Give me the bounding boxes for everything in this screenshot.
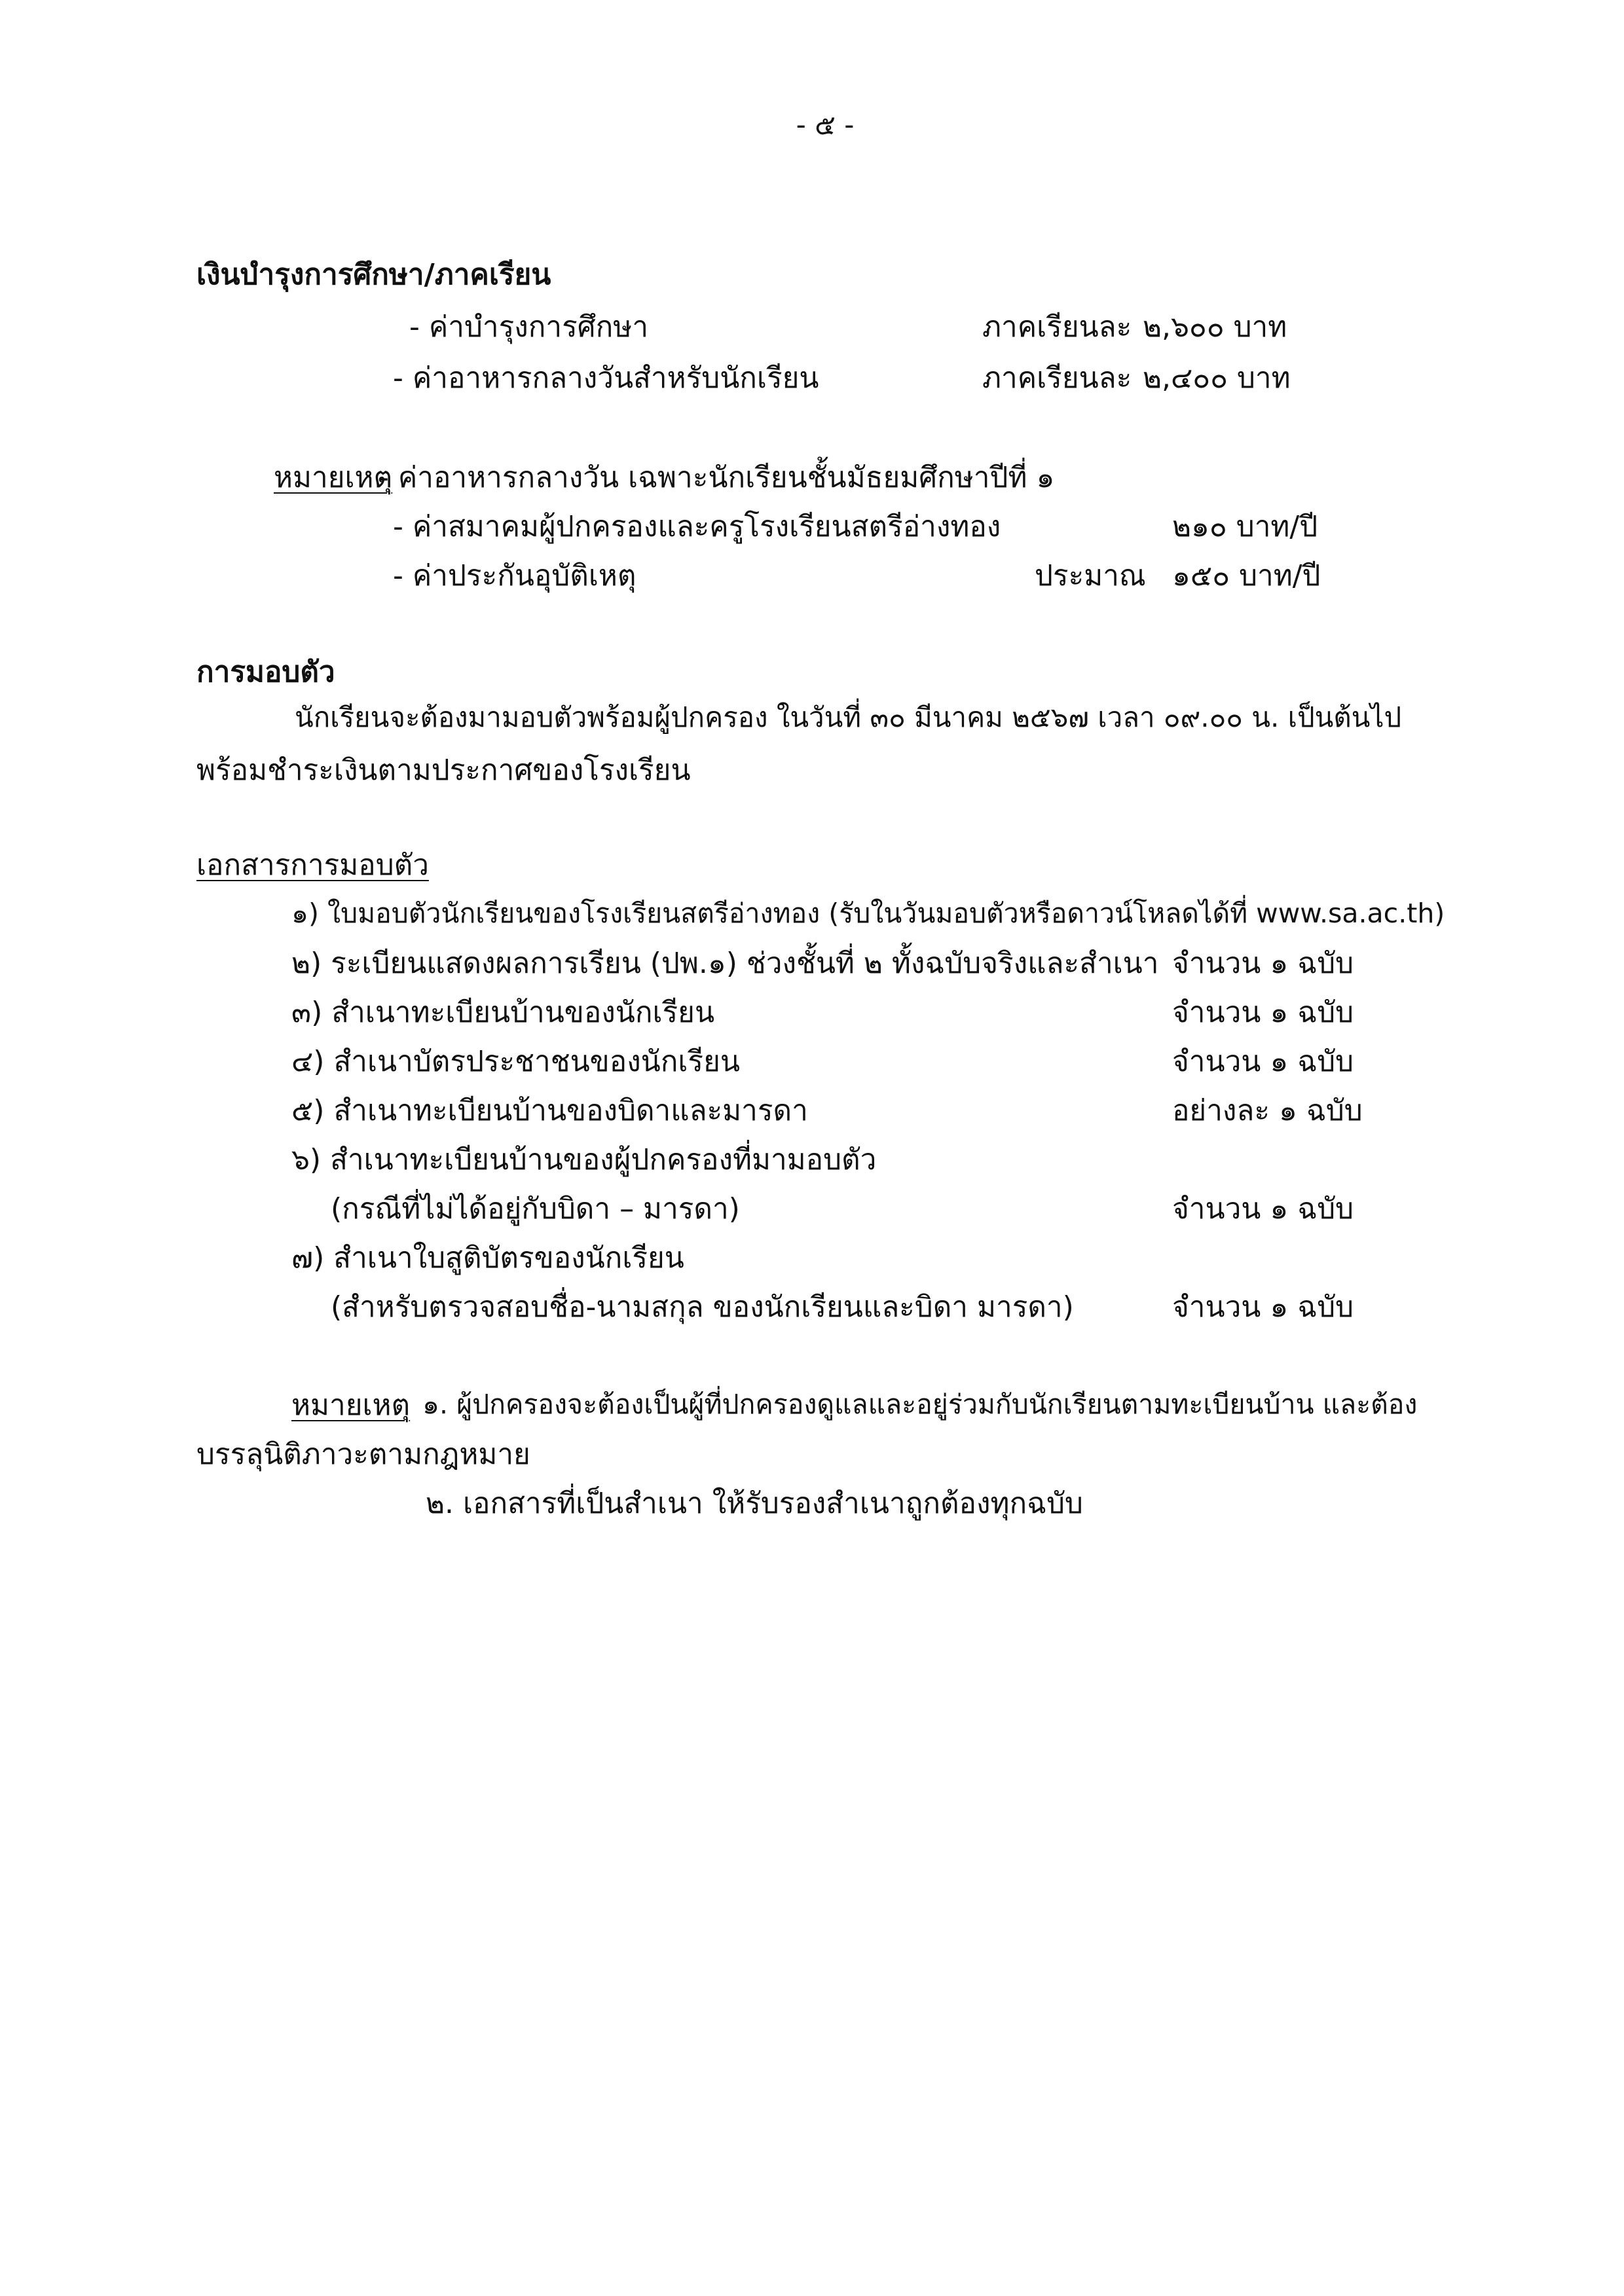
reporting-paragraph-line: พร้อมชำระเงินตามประกาศของโรงเรียน <box>196 754 691 787</box>
document-item-qty: จำนวน ๑ ฉบับ <box>1172 1290 1354 1324</box>
document-item: ๒) ระเบียนแสดงผลการเรียน (ปพ.๑) ช่วงชั้นที่ ๒ ทั้งฉบับจริงและสำเนา <box>291 947 1159 980</box>
fee-item-period: ภาคเรียนละ <box>982 361 1132 395</box>
document-item-qty: อย่างละ ๑ ฉบับ <box>1172 1094 1363 1127</box>
final-note-line: ๒. เอกสารที่เป็นสำเนา ให้รับรองสำเนาถูกต้องทุกฉบับ <box>426 1487 1083 1520</box>
document-item: ๓) สำเนาทะเบียนบ้านของนักเรียน <box>291 996 715 1029</box>
page-number: - ๕ - <box>796 109 855 141</box>
document-item: ๖) สำเนาทะเบียนบ้านของผู้ปกครองที่มามอบตัว <box>291 1143 877 1176</box>
documents-heading: เอกสารการมอบตัว <box>196 848 429 882</box>
fees-heading: เงินบำรุงการศึกษา/ภาคเรียน <box>196 258 551 291</box>
fee-item-amount: ๒,๖๐๐ บาท <box>1143 310 1287 344</box>
fee-item-label: - ค่าบำรุงการศึกษา <box>409 310 649 344</box>
fee-item-label: - ค่าอาหารกลางวันสำหรับนักเรียน <box>393 361 819 395</box>
document-item: ๔) สำเนาบัตรประชาชนของนักเรียน <box>291 1045 740 1078</box>
document-item-qty: จำนวน ๑ ฉบับ <box>1172 996 1354 1029</box>
fee-note-item-qualifier: ประมาณ <box>1035 559 1146 592</box>
document-item-qty: จำนวน ๑ ฉบับ <box>1172 1045 1354 1078</box>
fee-note-item-amount: ๑๕๐ บาท/ปี <box>1172 559 1321 592</box>
final-note-line: บรรลุนิติภาวะตามกฎหมาย <box>196 1438 530 1471</box>
document-item-subline: (สำหรับตรวจสอบชื่อ-นามสกุล ของนักเรียนและบิดา มารดา) <box>331 1290 1074 1324</box>
fee-note-label: หมายเหตุ <box>274 461 393 494</box>
fee-note-item-label: - ค่าสมาคมผู้ปกครองและครูโรงเรียนสตรีอ่างทอง <box>393 510 1001 543</box>
final-note-line: ๑. ผู้ปกครองจะต้องเป็นผู้ที่ปกครองดูแลและอยู่ร่วมกับนักเรียนตามทะเบียนบ้าน และต้อง <box>422 1389 1418 1420</box>
document-item: ๑) ใบมอบตัวนักเรียนของโรงเรียนสตรีอ่างทอง (รับในวันมอบตัวหรือดาวน์โหลดได้ที่ www.sa.ac.th) <box>291 898 1445 929</box>
document-item: ๗) สำเนาใบสูติบัตรของนักเรียน <box>291 1241 684 1275</box>
reporting-paragraph-line: นักเรียนจะต้องมามอบตัวพร้อมผู้ปกครอง ในวันที่ ๓๐ มีนาคม ๒๕๖๗ เวลา ๐๙.๐๐ น. เป็นต้นไป <box>295 701 1402 733</box>
fee-note-item-label: - ค่าประกันอุบัติเหตุ <box>393 559 637 592</box>
document-item-subline: (กรณีที่ไม่ได้อยู่กับบิดา – มารดา) <box>331 1192 740 1226</box>
fee-item-period: ภาคเรียนละ <box>982 310 1132 344</box>
document-item: ๕) สำเนาทะเบียนบ้านของบิดาและมารดา <box>291 1094 808 1127</box>
fee-note-line: - ค่าอาหารกลางวัน เฉพาะนักเรียนชั้นมัธยมศึกษาปีที่ ๑ <box>378 461 1055 494</box>
document-item-qty: จำนวน ๑ ฉบับ <box>1172 947 1354 980</box>
fee-note-item-amount: ๒๑๐ บาท/ปี <box>1172 510 1318 543</box>
fee-item-amount: ๒,๔๐๐ บาท <box>1143 361 1291 395</box>
document-item-qty: จำนวน ๑ ฉบับ <box>1172 1192 1354 1226</box>
reporting-heading: การมอบตัว <box>196 655 335 689</box>
final-note-label: หมายเหตุ <box>291 1389 411 1422</box>
